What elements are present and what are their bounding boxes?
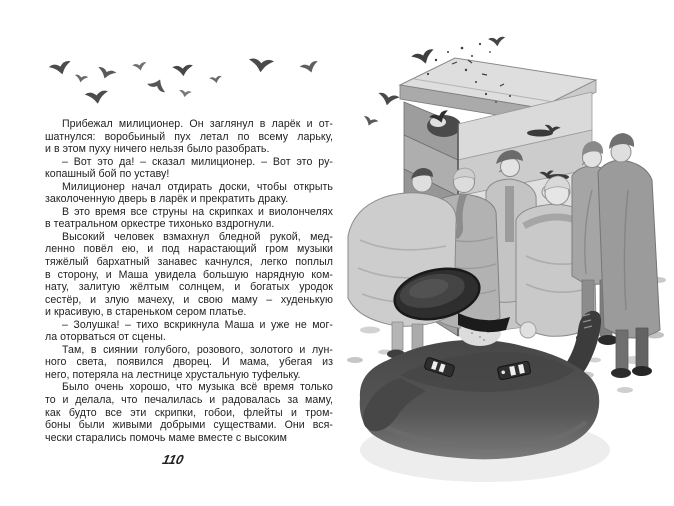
text-line: сестёр, и злую мачеху, и свою маму – худенькую: [45, 293, 333, 306]
text-line: ла оторваться от сцены.: [45, 331, 166, 344]
text-line: Было очень хорошо, что музыка всё время только: [62, 381, 333, 394]
sparrow-icons: [49, 58, 321, 105]
text-line: шатнулся: воробьиный пух летал по всему ларьку,: [45, 130, 333, 143]
text-line: тяжёлый бархатный занавес качнулся, легко поплыл: [45, 256, 333, 269]
text-line: – Золушка! – тихо вскрикнула Маша и уже не мог-: [62, 318, 333, 331]
text-line: в сторону, и Маша увидела большую нарядную ком-: [45, 268, 333, 281]
text-line: то и делала, что печалилась и радовалась за маму,: [45, 394, 333, 407]
text-line: как будто все эти скрипки, гобои, флейты и тром-: [45, 406, 333, 419]
paragraph: [45, 181, 333, 206]
text-line: нату, залитую жёлтым солнцем, и богатых уродок: [45, 281, 333, 294]
text-line: ленно повёл ею, и под нарастающий гром музыки: [45, 243, 333, 256]
text-line: Там, в сиянии голубого, розового, золотого и лун-: [62, 343, 333, 356]
text-line: ного света, появился дворец. И мама, убегая из: [45, 356, 333, 369]
sparrow-flock-illustration: [40, 36, 332, 112]
story-text: [45, 118, 333, 444]
text-line: в театральном оркестре тихонько вздрогнули.: [45, 218, 275, 231]
text-line: копашный бой по уставу!: [45, 168, 170, 181]
text-line: Милиционер начал отдирать доски, чтобы открыть: [62, 180, 333, 193]
paragraph: [45, 381, 333, 444]
text-line: В это время все струны на скрипках и виолончелях: [62, 205, 333, 218]
text-line: заколоченную дверь в ларёк и прекратить драку.: [45, 193, 289, 206]
text-line: Прибежал милиционер. Он заглянул в ларёк и от-: [62, 118, 333, 130]
kiosk-crowd-illustration: [340, 30, 674, 506]
paragraph: [45, 206, 333, 231]
small-head: [520, 322, 536, 338]
page-number: 110: [161, 452, 185, 467]
text-line: чески старались помочь маме вместе с высоким: [45, 431, 287, 444]
text-line: и в этом пуху ничего нельзя было разобрать.: [45, 143, 270, 156]
crowd: [348, 133, 660, 378]
text-line: – Вот это да! – сказал милиционер. – Вот это ру-: [62, 155, 333, 168]
paragraph: [45, 319, 333, 344]
text-line: и красивую, в стареньком сером платье.: [45, 306, 247, 319]
text-line: Высокий человек взмахнул бледной рукой, мед-: [62, 230, 333, 243]
text-line: боны были живыми добрыми существами. Они вся-: [45, 419, 333, 432]
paragraph: [45, 344, 333, 382]
paragraph: [45, 156, 333, 181]
paragraph: [45, 231, 333, 319]
text-line: него, потеряла на лестнице хрустальную туфельку.: [45, 368, 301, 381]
paragraph: [45, 118, 333, 156]
